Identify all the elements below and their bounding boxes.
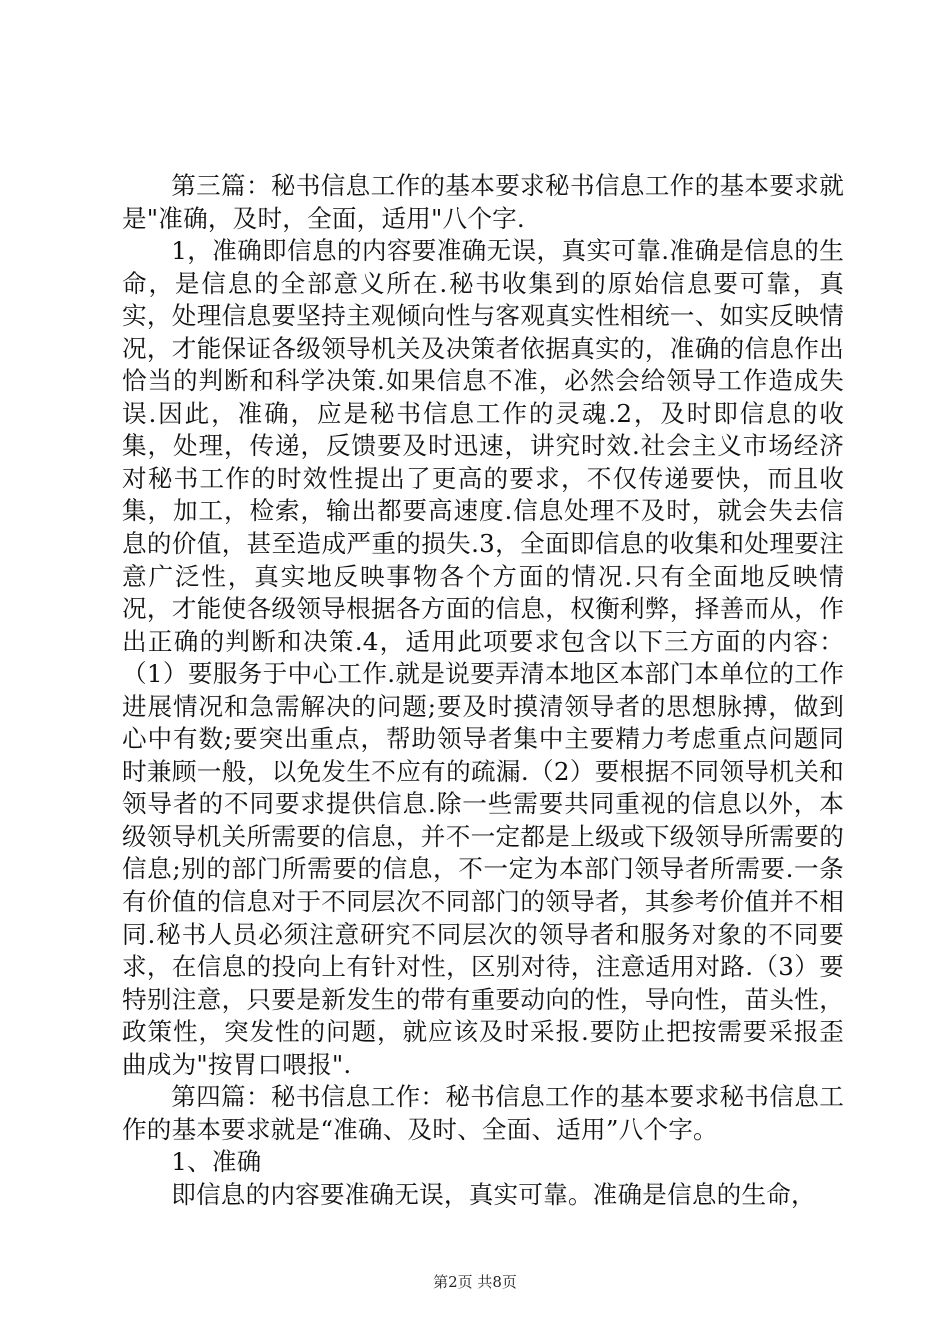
paragraph-accuracy-body: 即信息的内容要准确无误，真实可靠。准确是信息的生命， bbox=[171, 1179, 816, 1209]
paragraph-chapter-three-body: 1，准确即信息的内容要准确无误，真实可靠.准确是信息的生命，是信息的全部意义所在.秘书收集到的原始信息要可靠，真实，处理信息要坚持主观倾向性与客观真实性相统一、如实反映情况，才能保证各级领导机关及决策者依据真实的，准确的信息作出恰当的判断和科学决策.如果信息不准，必然会给领导工作造成失误.因此，准确，应是秘书信息工作的灵魂.2，及时即信息的收集，处理，传递，反馈要及时迅速，讲究时效.社会主义市场经济对秘书工作的时效性提出了更高的要求，不仅传递要快，而且收集，加工，检索，输出都要高速度.信息处理不及时，就会失去信息的价值，甚至造成严重的损失.3，全面即信息的收集和处理要注意广泛性，真实地反映事物各个方面的情况.只有全面地反映情况，才能使各级领导根据各方面的信息，权衡利弊，择善而从，作出正确的判断和决策.4，适用此项要求包含以下三方面的内容：（1）要服务于中心工作.就是说要弄清本地区本部门本单位的工作进展情况和急需解决的问题;要及时摸清领导者的思想脉搏，做到心中有数;要突出重点，帮助领导者集中主要精力考虑重点问题同时兼顾一般，以免发生不应有的疏漏.（2）要根据不同领导机关和领导者的不同要求提供信息.除一些需要共同重视的信息以外，本级领导机关所需要的信息，并不一定都是上级或下级领导所需要的信息;别的部门所需要的信息，不一定为本部门领导者所需要.一条有价值的信息对于不同层次不同部门的领导者，其参考价值并不相同.秘书人员必须注意研究不同层次的领导者和服务对象的不同要求，在信息的投向上有针对性，区别对待，注意适用对路.（3）要特别注意，只要是新发生的带有重要动向的性，导向性，苗头性，政策性，突发性的问题，就应该及时采报.要防止把按需要采报歪曲成为"按胃口喂报". bbox=[122, 236, 844, 1079]
paragraph-accuracy-heading: 1、准确 bbox=[171, 1147, 262, 1177]
document-body bbox=[122, 170, 844, 1212]
paragraph-chapter-four-heading: 第四篇：秘书信息工作：秘书信息工作的基本要求秘书信息工作的基本要求就是“准确、及时、全面、适用”八个字。 bbox=[122, 1082, 844, 1144]
paragraph-chapter-three-heading: 第三篇：秘书信息工作的基本要求秘书信息工作的基本要求就是"准确，及时，全面，适用"八个字. bbox=[122, 171, 844, 233]
page-number-footer: 第2页 共8页 bbox=[433, 1273, 517, 1291]
